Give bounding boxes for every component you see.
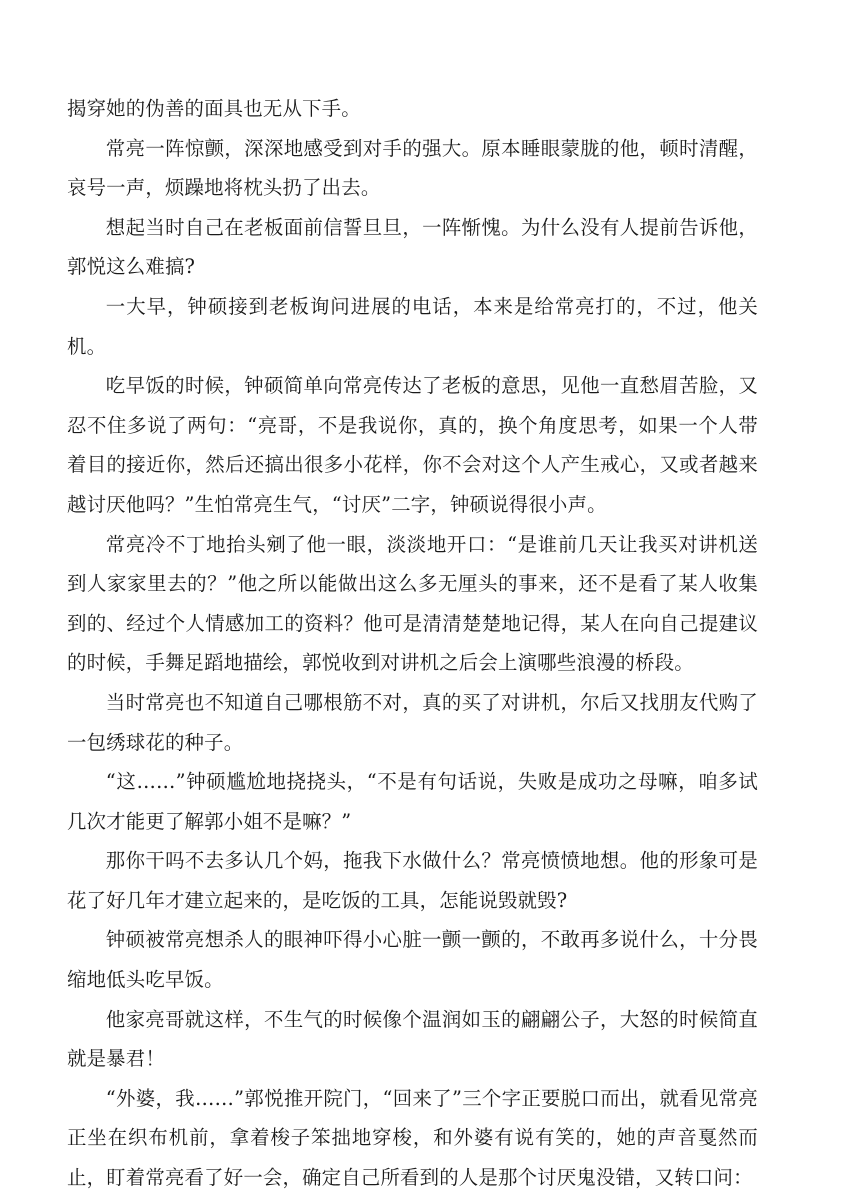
novel-text-body <box>67 89 758 1198</box>
paragraph-1: 揭穿她的伪善的面具也无从下手。 <box>67 97 361 120</box>
paragraph-9: 那你干吗不去多认几个妈，拖我下水做什么？常亮愤愤地想。他的形象可是花了好几年才建立起来的，是吃饭的工具，怎能说毁就毁? <box>67 849 758 912</box>
paragraph-8: “这……”钟硕尴尬地挠挠头，“不是有句话说，失败是成功之母嘛，咱多试几次才能更了解郭小姐不是嘛？” <box>67 770 758 833</box>
paragraph-3: 想起当时自己在老板面前信誓旦旦，一阵惭愧。为什么没有人提前告诉他，郭悦这么难搞? <box>67 215 758 279</box>
paragraph-7: 当时常亮也不知道自己哪根筋不对，真的买了对讲机，尔后又找朋友代购了一包绣球花的种子。 <box>67 690 758 754</box>
paragraph-12: “外婆，我……”郭悦推开院门，“回来了”三个字正要脱口而出，就看见常亮正坐在织布机前，拿着梭子笨拙地穿梭，和外婆有说有笑的，她的声音戛然而止，盯着常亮看了好一会，确定自己所看到的人是那个讨厌鬼没错，又转口问： <box>67 1086 758 1190</box>
paragraph-4: 一大早，钟硕接到老板询问进展的电话，本来是给常亮打的，不过，他关机。 <box>67 294 758 358</box>
paragraph-5: 吃早饭的时候，钟硕简单向常亮传达了老板的意思，见他一直愁眉苦脸，又忍不住多说了两句：“亮哥，不是我说你，真的，换个角度思考，如果一个人带着目的接近你，然后还搞出很多小花样，你不会对这个人产生戒心，又或者越来越讨厌他吗？”生怕常亮生气，“讨厌”二字，钟硕说得很小声。 <box>67 374 758 516</box>
paragraph-6: 常亮冷不丁地抬头剜了他一眼，淡淡地开口：“是谁前几天让我买对讲机送到人家家里去的？”他之所以能做出这么多无厘头的事来，还不是看了某人收集到的、经过个人情感加工的资料？他可是清清楚楚地记得，某人在向自己提建议的时候，手舞足蹈地描绘，郭悦收到对讲机之后会上演哪些浪漫的桥段。 <box>67 532 758 675</box>
paragraph-11: 他家亮哥就这样，不生气的时候像个温润如玉的翩翩公子，大怒的时候简直就是暴君！ <box>67 1007 758 1071</box>
paragraph-10: 钟硕被常亮想杀人的眼神吓得小心脏一颤一颤的，不敢再多说什么，十分畏缩地低头吃早饭。 <box>67 928 758 992</box>
paragraph-2: 常亮一阵惊颤，深深地感受到对手的强大。原本睡眼蒙胧的他，顿时清醒，哀号一声，烦躁地将枕头扔了出去。 <box>67 136 758 200</box>
